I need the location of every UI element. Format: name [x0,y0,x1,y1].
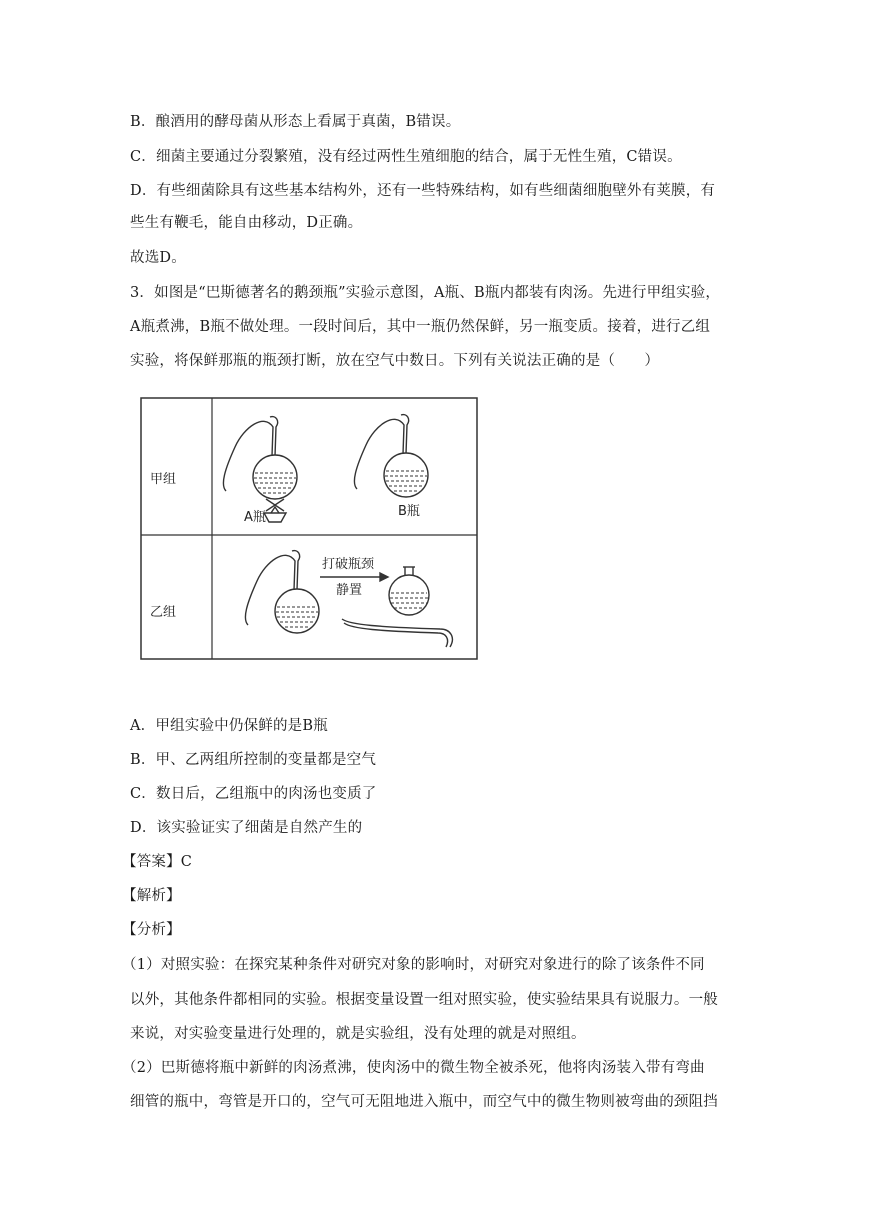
flask-intact-icon [245,551,319,633]
option-c: C．数日后，乙组瓶中的肉汤也变质了 [130,786,377,802]
flask-broken-icon [342,567,452,647]
analysis-subheading: 【分析】 [122,922,181,938]
arrow-label: 打破瓶颈 [322,557,375,572]
question-stem-line-1: 3．如图是“巴斯德著名的鹅颈瓶”实验示意图，A瓶、B瓶内都装有肉汤。先进行甲组实验， [130,285,721,301]
group-a-label: 甲组 [150,472,177,487]
option-b-explanation: B．酿酒用的酵母菌从形态上看属于真菌，B错误。 [130,114,461,130]
analysis-line-4: （2）巴斯德将瓶中新鲜的肉汤煮沸，使肉汤中的微生物全被杀死，他将肉汤装入带有弯曲 [122,1060,705,1076]
option-d-explanation-cont: 些生有鞭毛，能自由移动，D正确。 [130,215,363,231]
swan-neck-flask-figure [140,397,478,661]
arrow-icon [320,573,388,581]
option-b: B．甲、乙两组所控制的变量都是空气 [130,752,377,768]
analysis-line-5: 细管的瓶中，弯管是开口的，空气可无阻地进入瓶中，而空气中的微生物则被弯曲的颈阻挡 [130,1094,718,1110]
analysis-line-3: 来说，对实验变量进行处理的，就是实验组，没有处理的就是对照组。 [130,1026,586,1042]
group-b-label: 乙组 [150,605,177,620]
flask-b-icon [354,415,428,497]
answer-label: 【答案】C [122,854,193,870]
flask-a-icon [223,417,297,522]
option-a: A．甲组实验中仍保鲜的是B瓶 [130,718,328,734]
option-d: D．该实验证实了细菌是自然产生的 [130,820,363,836]
option-d-explanation: D．有些细菌除具有这些基本结构外，还有一些特殊结构，如有些细菌细胞壁外有荚膜，有 [130,183,716,199]
question-stem-line-2: A瓶煮沸，B瓶不做处理。一段时间后，其中一瓶仍然保鲜，另一瓶变质。接着，进行乙组 [130,319,711,335]
bottle-a-label: A瓶 [244,510,266,525]
analysis-line-1: （1）对照实验：在探究某种条件对研究对象的影响时，对研究对象进行的除了该条件不同 [122,957,705,973]
option-c-explanation: C．细菌主要通过分裂繁殖，没有经过两性生殖细胞的结合，属于无性生殖，C错误。 [130,149,682,165]
analysis-heading: 【解析】 [122,888,181,904]
choice-conclusion: 故选D。 [130,250,186,266]
rest-label: 静置 [336,583,363,598]
bottle-b-label: B瓶 [398,504,420,519]
analysis-line-2: 以外，其他条件都相同的实验。根据变量设置一组对照实验，使实验结果具有说服力。一般 [130,992,718,1008]
question-stem-line-3: 实验，将保鲜那瓶的瓶颈打断，放在空气中数日。下列有关说法正确的是（ ） [130,353,660,369]
